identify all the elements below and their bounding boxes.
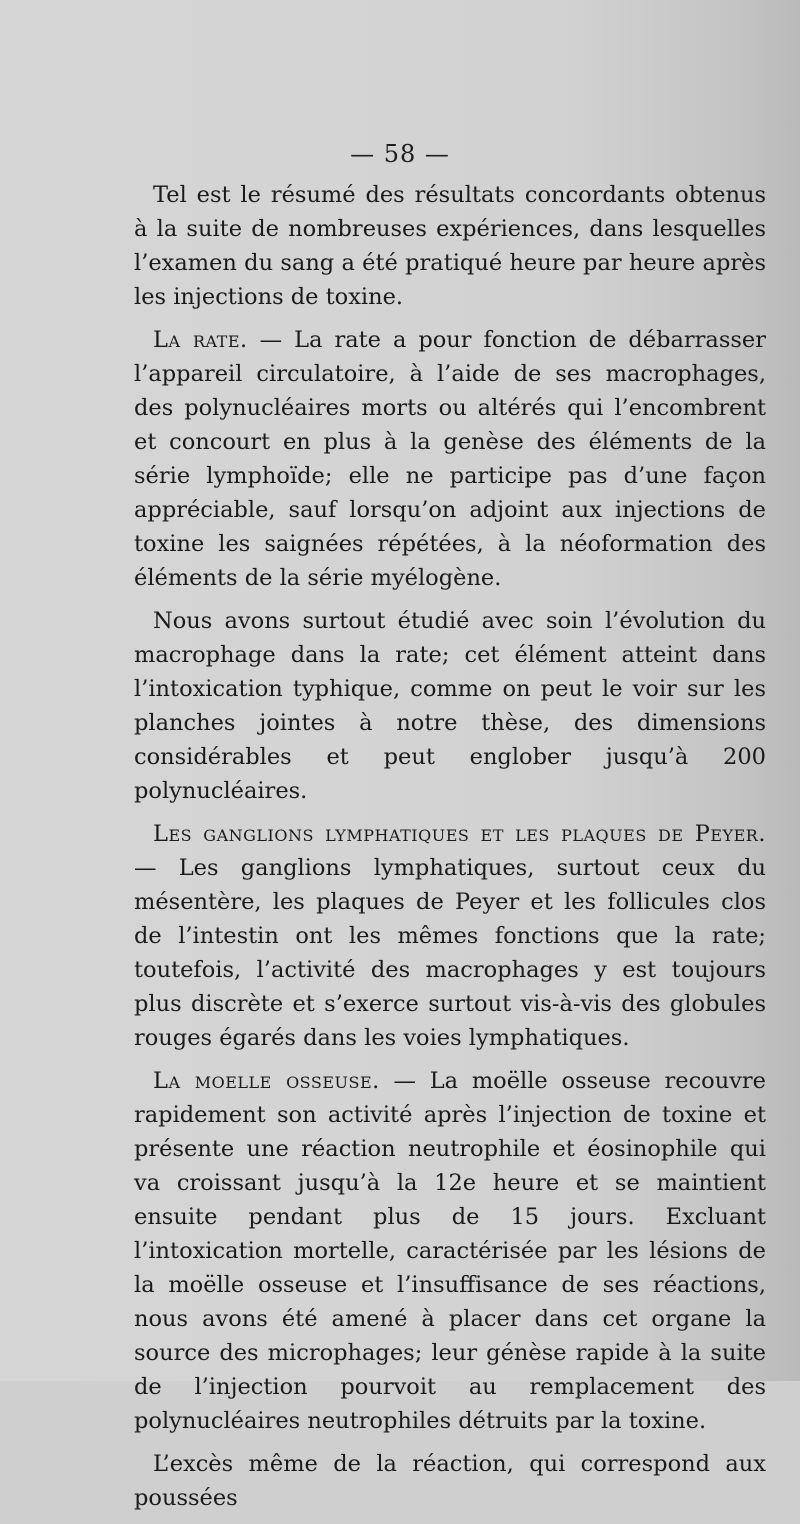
section-heading-rate: La rate. bbox=[153, 327, 248, 353]
section-heading-moelle: La moelle osseuse. bbox=[153, 1068, 380, 1094]
paragraph-exces bbox=[134, 1447, 766, 1515]
paragraph-text: — La rate a pour fonction de débarrasser l’appareil circulatoire, à l’aide de ses macrophages, des polynucléaires morts ou altérés qui l’encombrent et concourt en plus à la genèse des éléments de la série lymphoïde; elle ne participe pas d’une façon appréciable, sauf lorsqu’on adjoint aux injections de toxine les saignées répétées, à la néoformation des éléments de la série myélogène. bbox=[134, 327, 766, 591]
paragraph-text: L’excès même de la réaction, qui correspond aux poussées bbox=[134, 1451, 766, 1511]
paragraph-text: Nous avons surtout étudié avec soin l’évolution du macrophage dans la rate; cet élément atteint dans l’intoxication typhique, comme on peut le voir sur les planches jointes à notre thèse, des dimensions considérables et peut englober jusqu’à 200 polynucléaires. bbox=[134, 608, 766, 804]
paragraph-ganglions bbox=[134, 817, 766, 1055]
paragraph-text: Tel est le résumé des résultats concordants obtenus à la suite de nombreuses expériences, dans lesquelles l’examen du sang a été pratiqué heure par heure après les injections de toxine. bbox=[134, 182, 766, 310]
paragraph-moelle bbox=[134, 1064, 766, 1438]
paragraph-macrophage bbox=[134, 604, 766, 808]
page-number: — 58 — bbox=[350, 140, 450, 168]
paragraph-text: — Les ganglions lymphatiques, surtout ceux du mésentère, les plaques de Peyer et les follicules clos de l’intestin ont les mêmes fonctions que la rate; toutefois, l’activité des macrophages y est toujours plus discrète et s’exerce surtout vis-à-vis des globules rouges égarés dans les voies lymphatiques. bbox=[134, 855, 766, 1051]
paragraph-rate bbox=[134, 323, 766, 595]
body-text bbox=[134, 178, 766, 1524]
paragraph-summary bbox=[134, 178, 766, 314]
paragraph-text: — La moëlle osseuse recouvre rapidement son activité après l’injection de toxine et présente une réaction neutrophile et éosinophile qui va croissant jusqu’à la 12e heure et se maintient ensuite pendant plus de 15 jours. Excluant l’intoxication mortelle, caractérisée par les lésions de la moëlle osseuse et l’insuffisance de ses réactions, nous avons été amené à placer dans cet organe la source des microphages; leur génèse rapide à la suite de l’injection pourvoit au remplacement des polynucléaires neutrophiles détruits par la toxine. bbox=[134, 1068, 766, 1434]
section-heading-ganglions: Les ganglions lymphatiques et les plaques de Peyer. bbox=[153, 821, 766, 847]
